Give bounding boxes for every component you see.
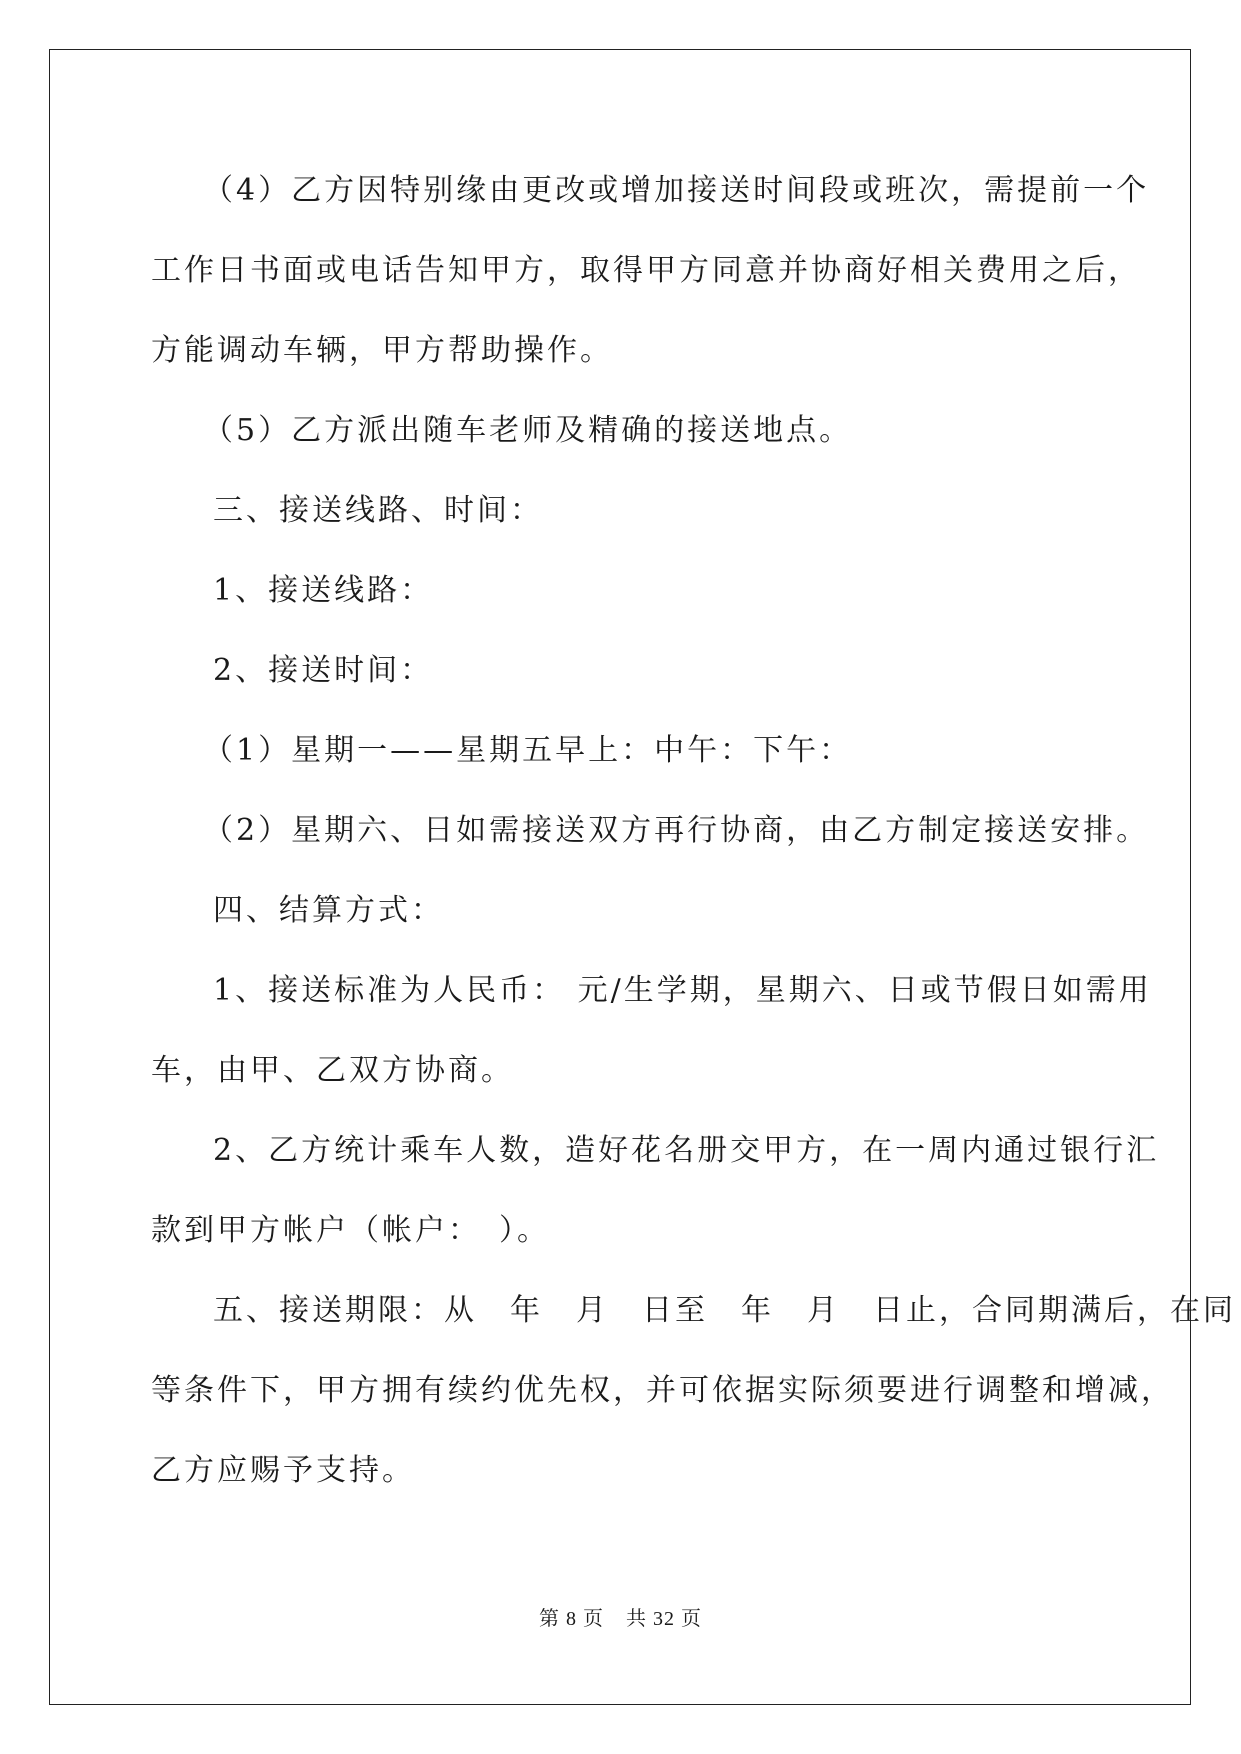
paragraph-line: 车，由甲、乙双方协商。 bbox=[151, 1053, 514, 1088]
page-number: 第 8 页 bbox=[539, 1608, 604, 1630]
paragraph-line: 2、乙方统计乘车人数，造好花名册交甲方，在一周内通过银行汇 bbox=[213, 1133, 1160, 1168]
paragraph-line: 款到甲方帐户（帐户： ）。 bbox=[151, 1213, 550, 1248]
paragraph-line: 2、接送时间： bbox=[213, 653, 434, 688]
paragraph-line: （1）星期一——星期五早上：中午：下午： bbox=[203, 733, 853, 768]
paragraph-line: （5）乙方派出随车老师及精确的接送地点。 bbox=[203, 413, 853, 448]
section-heading: 三、接送线路、时间： bbox=[213, 493, 543, 528]
paragraph-line: 等条件下，甲方拥有续约优先权，并可依据实际须要进行调整和增减， bbox=[151, 1373, 1174, 1408]
page-total: 共 32 页 bbox=[626, 1608, 702, 1630]
paragraph-line: （4）乙方因特别缘由更改或增加接送时间段或班次，需提前一个 bbox=[203, 173, 1150, 208]
paragraph-line: 方能调动车辆，甲方帮助操作。 bbox=[151, 333, 613, 368]
section-heading: 五、接送期限：从 年 月 日至 年 月 日止，合同期满后，在同 bbox=[213, 1293, 1236, 1328]
section-heading: 四、结算方式： bbox=[213, 893, 444, 928]
paragraph-line: 工作日书面或电话告知甲方，取得甲方同意并协商好相关费用之后， bbox=[151, 253, 1141, 288]
page-footer bbox=[0, 1605, 1241, 1633]
paragraph-line: 1、接送线路： bbox=[213, 573, 434, 608]
paragraph-line: 1、接送标准为人民币： 元/生学期，星期六、日或节假日如需用 bbox=[213, 973, 1152, 1008]
paragraph-line: 乙方应赐予支持。 bbox=[151, 1453, 415, 1488]
paragraph-line: （2）星期六、日如需接送双方再行协商，由乙方制定接送安排。 bbox=[203, 813, 1150, 848]
